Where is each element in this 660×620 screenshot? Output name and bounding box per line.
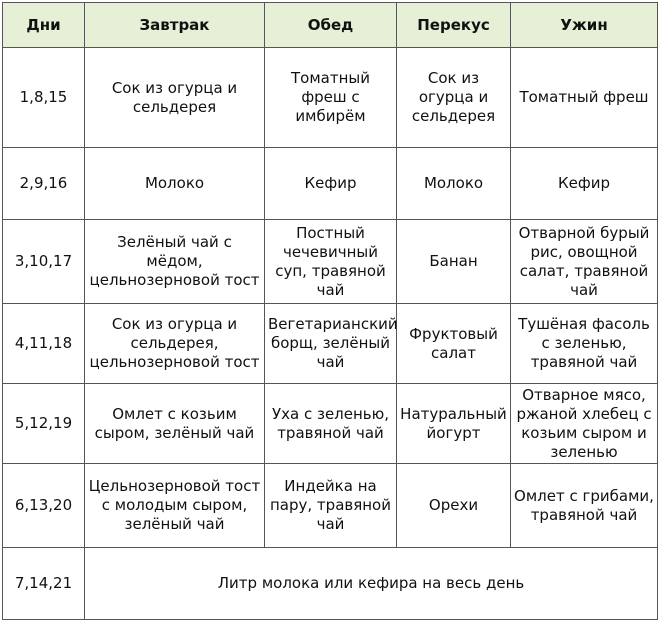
lunch-cell: Уха с зеленью, травяной чай: [265, 384, 397, 464]
days-cell: 4,11,18: [3, 304, 85, 384]
header-dinner: Ужин: [511, 3, 658, 48]
dinner-cell: Кефир: [511, 148, 658, 220]
dinner-cell: Омлет с грибами, травяной чай: [511, 464, 658, 548]
dinner-cell: Отварное мясо, ржаной хлебец с козьим сыром и зеленью: [511, 384, 658, 464]
snack-cell: Сок из огурца и сельдерея: [397, 48, 511, 148]
days-cell: 6,13,20: [3, 464, 85, 548]
dinner-cell: Тушёная фасоль с зеленью, травяной чай: [511, 304, 658, 384]
breakfast-cell: Цельнозерновой тост с молодым сыром, зелёный чай: [85, 464, 265, 548]
breakfast-cell: Молоко: [85, 148, 265, 220]
header-lunch: Обед: [265, 3, 397, 48]
table-row-last: [3, 548, 658, 620]
lunch-cell: Вегетарианский борщ, зелёный чай: [265, 304, 397, 384]
header-row: [3, 3, 658, 48]
snack-cell: Молоко: [397, 148, 511, 220]
lunch-cell: Томатный фреш с имбирём: [265, 48, 397, 148]
dinner-cell: Отварной бурый рис, овощной салат, травяной чай: [511, 220, 658, 304]
days-cell: 7,14,21: [3, 548, 85, 620]
snack-cell: Банан: [397, 220, 511, 304]
breakfast-cell: Зелёный чай с мёдом, цельнозерновой тост: [85, 220, 265, 304]
days-cell: 3,10,17: [3, 220, 85, 304]
header-breakfast: Завтрак: [85, 3, 265, 48]
breakfast-cell: Омлет с козьим сыром, зелёный чай: [85, 384, 265, 464]
header-days: Дни: [3, 3, 85, 48]
lunch-cell: Кефир: [265, 148, 397, 220]
lunch-cell: Постный чечевичный суп, травяной чай: [265, 220, 397, 304]
days-cell: 5,12,19: [3, 384, 85, 464]
days-cell: 2,9,16: [3, 148, 85, 220]
header-snack: Перекус: [397, 3, 511, 48]
table-row: [3, 464, 658, 548]
table-row: [3, 148, 658, 220]
table-row: [3, 220, 658, 304]
meal-plan-table: [2, 2, 658, 620]
days-cell: 1,8,15: [3, 48, 85, 148]
whole-day-cell: Литр молока или кефира на весь день: [85, 548, 658, 620]
table-row: [3, 48, 658, 148]
snack-cell: Орехи: [397, 464, 511, 548]
table-row: [3, 384, 658, 464]
snack-cell: Натуральный йогурт: [397, 384, 511, 464]
snack-cell: Фруктовый салат: [397, 304, 511, 384]
table-row: [3, 304, 658, 384]
dinner-cell: Томатный фреш: [511, 48, 658, 148]
breakfast-cell: Сок из огурца и сельдерея, цельнозерновой тост: [85, 304, 265, 384]
lunch-cell: Индейка на пару, травяной чай: [265, 464, 397, 548]
breakfast-cell: Сок из огурца и сельдерея: [85, 48, 265, 148]
